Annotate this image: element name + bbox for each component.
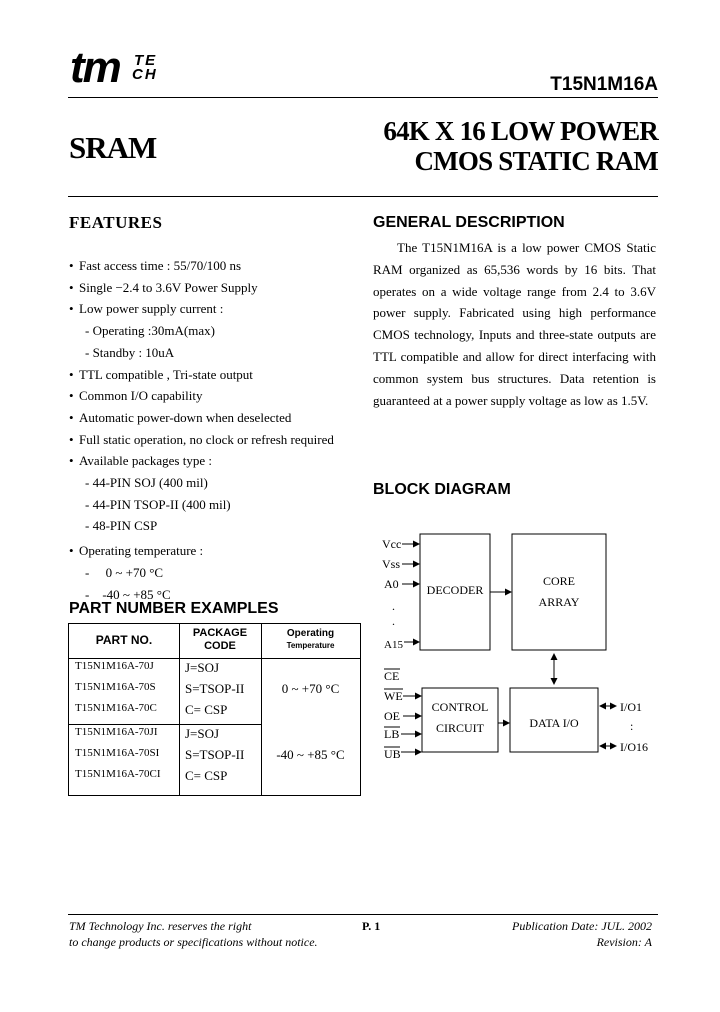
feature-item	[69, 255, 359, 277]
features-heading: FEATURES	[69, 213, 163, 232]
part-no-cell: T15N1M16A-70S	[75, 681, 156, 693]
header-package	[179, 627, 261, 653]
input-oe: OE	[384, 709, 400, 723]
control-label-2: CIRCUIT	[436, 721, 484, 735]
feature-text: Automatic power-down when deselected	[79, 409, 292, 425]
header-operating	[261, 628, 360, 652]
logo-sub-text: CH	[132, 66, 158, 83]
input-ce: CE	[384, 669, 400, 683]
feature-item	[69, 407, 359, 429]
feature-item	[69, 562, 359, 584]
company-logo	[70, 43, 190, 98]
feature-bullet: •	[69, 258, 74, 273]
core-label-1: CORE	[542, 574, 576, 588]
feature-bullet: •	[69, 409, 74, 425]
core-array-box	[512, 534, 606, 650]
title-rule	[68, 196, 658, 197]
feature-bullet: •	[69, 279, 74, 295]
feature-item	[69, 540, 359, 562]
logo-sup-text: TE	[134, 52, 158, 69]
control-label-1: CONTROL	[431, 700, 489, 714]
feature-bullet: •	[69, 543, 74, 559]
feature-item	[69, 385, 359, 407]
footer-right-line2: Revision: A	[596, 935, 652, 949]
feature-text: - 44-PIN TSOP-II (400 mil)	[85, 496, 231, 512]
footer-right-line1: Publication Date: JUL. 2002	[512, 919, 652, 933]
package-code-cell: C= CSP	[185, 702, 228, 717]
input-a15: A15	[384, 639, 403, 651]
feature-item	[69, 298, 359, 320]
logo-main-text: tm	[70, 43, 120, 92]
package-code-cell: S=TSOP-II	[185, 681, 245, 696]
input-dot-1: .	[392, 599, 395, 613]
part-number: T15N1M16A	[550, 74, 658, 95]
feature-text: - 44-PIN SOJ (400 mil)	[85, 475, 208, 491]
feature-text: Common I/O capability	[79, 388, 203, 404]
feature-item	[69, 320, 359, 342]
feature-text: Available packages type :	[79, 453, 212, 469]
general-description-heading: GENERAL DESCRIPTION	[373, 214, 565, 231]
feature-item	[69, 515, 359, 537]
decoder-label: DECODER	[426, 583, 484, 597]
feature-text: Single −2.4 to 3.6V Power Supply	[79, 279, 258, 295]
block-diagram	[372, 530, 662, 770]
part-number-table	[68, 623, 361, 796]
header-package-line1: PACKAGE	[192, 627, 248, 639]
input-ub: UB	[384, 747, 401, 761]
footer-left-line1: TM Technology Inc. reserves the right	[69, 919, 252, 933]
feature-item	[69, 450, 359, 472]
package-code-cell: C= CSP	[185, 768, 228, 783]
category-title: SRAM	[69, 130, 157, 165]
control-circuit-box	[422, 688, 498, 752]
data-io-label: DATA I/O	[529, 716, 579, 730]
header-rule	[68, 97, 658, 98]
header-package-line2: CODE	[204, 640, 236, 652]
feature-bullet: •	[69, 366, 74, 382]
package-code-cell: S=TSOP-II	[185, 747, 245, 762]
feature-item	[69, 429, 359, 451]
package-code-cell: J=SOJ	[185, 660, 220, 675]
input-vss: Vss	[382, 557, 401, 571]
io-dots: :	[630, 719, 634, 733]
feature-item	[69, 277, 359, 299]
input-we: WE	[384, 689, 403, 703]
block-diagram-heading: BLOCK DIAGRAM	[373, 481, 511, 498]
feature-text: - 48-PIN CSP	[85, 518, 158, 534]
header-op-line1: Operating	[286, 628, 335, 639]
product-title-line1: 64K X 16 LOW POWER	[383, 116, 658, 146]
header-op-line2: Temperature	[286, 641, 335, 650]
feature-item	[69, 494, 359, 516]
feature-text: - Standby : 10uA	[85, 344, 175, 360]
input-dot-2: .	[392, 614, 395, 628]
part-no-cell: T15N1M16A-70C	[75, 702, 157, 714]
product-title-line2: CMOS STATIC RAM	[414, 146, 658, 176]
feature-text: - -40 ~ +85 °C	[85, 586, 171, 602]
feature-text: Low power supply current :	[79, 301, 224, 317]
feature-item	[69, 364, 359, 386]
feature-item	[69, 342, 359, 364]
part-no-cell: T15N1M16A-70J	[75, 660, 154, 672]
temperature-cell: -40 ~ +85 °C	[276, 747, 345, 762]
header-part-no: PART NO.	[95, 633, 153, 647]
core-label-2: ARRAY	[538, 595, 580, 609]
part-no-cell: T15N1M16A-70JI	[75, 726, 158, 738]
feature-text: - 0 ~ +70 °C	[85, 564, 164, 580]
part-no-cell: T15N1M16A-70SI	[75, 747, 160, 759]
features-list	[69, 255, 359, 605]
io-bottom-label: I/O16	[620, 740, 648, 754]
feature-item	[69, 472, 359, 494]
package-code-cell: J=SOJ	[185, 726, 220, 741]
part-examples-heading: PART NUMBER EXAMPLES	[69, 600, 279, 617]
feature-bullet: •	[69, 388, 74, 404]
temperature-cell: 0 ~ +70 °C	[281, 681, 340, 696]
feature-text: Operating temperature :	[79, 543, 204, 559]
input-a0: A0	[384, 577, 399, 591]
feature-bullet: •	[69, 453, 74, 469]
general-description-text: The T15N1M16A is a low power CMOS Static RAM organized as 65,536 words by 16 bits. That operates on a wide voltage range from 2.4 to 3.6V power supply. Fabricated using high performance CMOS technology, Inputs and three-state outputs are TTL compatible and allow for direct interfacing with common system bus structures. Data retention is guaranteed at a power supply voltage as low as 1.5V.	[373, 240, 656, 408]
feature-text: Fast access time : 55/70/100 ns	[79, 258, 242, 273]
input-vcc: Vcc	[382, 537, 402, 551]
io-top-label: I/O1	[620, 700, 642, 714]
feature-bullet: •	[69, 301, 74, 317]
feature-text: - Operating :30mA(max)	[85, 323, 215, 339]
feature-text: TTL compatible , Tri-state output	[79, 366, 253, 382]
part-no-cell: T15N1M16A-70CI	[75, 768, 161, 780]
footer-left-line2: to change products or specifications without notice.	[69, 935, 318, 949]
input-lb: LB	[384, 727, 400, 741]
page-number: P. 1	[362, 919, 381, 933]
feature-bullet: •	[69, 431, 74, 447]
footer-rule	[68, 914, 658, 915]
feature-text: Full static operation, no clock or refresh required	[79, 431, 334, 447]
